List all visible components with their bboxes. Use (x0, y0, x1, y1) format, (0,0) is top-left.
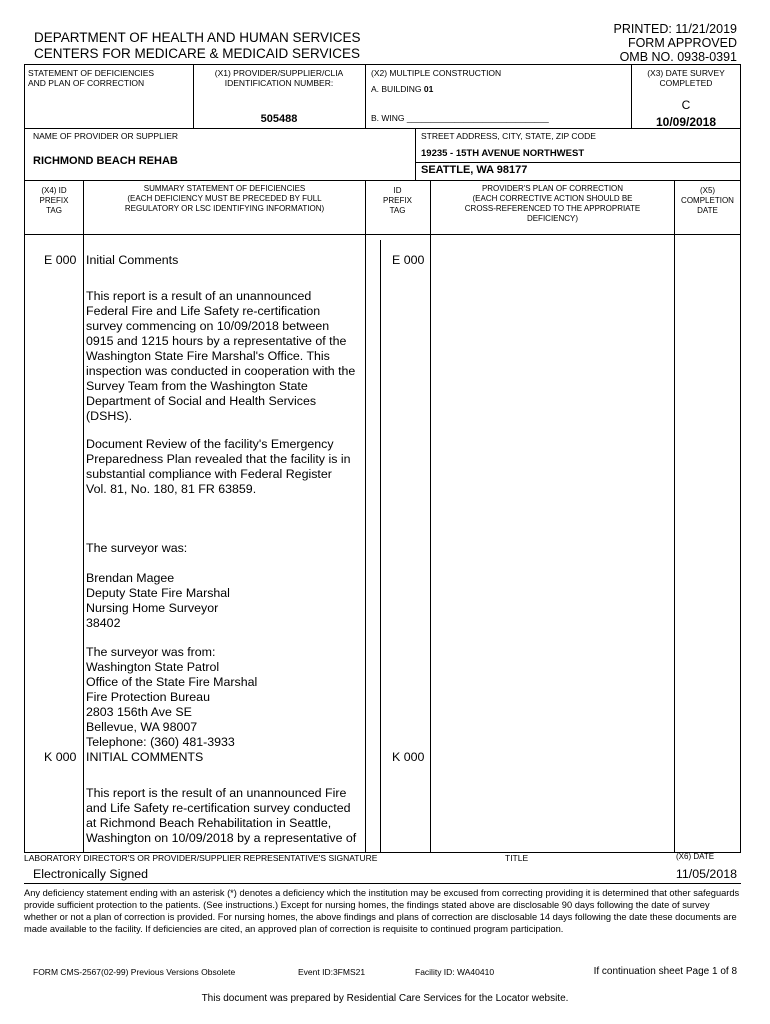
plan-header: PROVIDER'S PLAN OF CORRECTION (EACH CORRECTIVE ACTION SHOULD BE CROSS-REFERENCED TO THE APPROPRIATE DEFICIENCY) (464, 184, 641, 223)
left-border (24, 64, 25, 852)
k000-id-tag: K 000 (392, 750, 425, 764)
paragraph-report-intro: This report is a result of an unannounced Federal Fire and Life Safety re-certification survey commencing on 10/09/2018 between 0915 and 1215 hours by a representative of the Washington State Fire Marshal's Office. This inspection was conducted in cooperation with the Survey Team from the Washington State Department of Social and Health Services (DSHS). (86, 289, 356, 423)
dept-line-1: DEPARTMENT OF HEALTH AND HUMAN SERVICES (34, 30, 361, 45)
address-line-2: SEATTLE, WA 98177 (421, 164, 528, 176)
x3-label: (X3) DATE SURVEY COMPLETED (647, 68, 725, 88)
row-divider (24, 180, 741, 181)
form-approval-block (614, 22, 737, 64)
facility-id: Facility ID: WA40410 (415, 967, 495, 977)
column-divider (83, 180, 84, 852)
signature-label: LABORATORY DIRECTOR'S OR PROVIDER/SUPPLIER REPRESENTATIVE'S SIGNATURE (24, 853, 378, 863)
id-header: ID PREFIX TAG (383, 186, 412, 215)
column-divider (380, 240, 381, 852)
e000-title: Initial Comments (86, 253, 179, 267)
printed-date: PRINTED: 11/21/2019 (613, 22, 737, 36)
x6-date-label: (X6) DATE (676, 852, 715, 861)
statement-label: STATEMENT OF DEFICIENCIES AND PLAN OF CORRECTION (28, 68, 155, 88)
provider-name: RICHMOND BEACH REHAB (33, 155, 178, 167)
provider-name-label: NAME OF PROVIDER OR SUPPLIER (33, 131, 178, 141)
paragraph-surveyor-was: The surveyor was: (86, 541, 188, 555)
prepared-by-note: This document was prepared by Residential Care Services for the Locator website. (201, 993, 569, 1004)
signature-date: 11/05/2018 (675, 867, 737, 881)
divider (365, 64, 366, 128)
divider (631, 64, 632, 128)
title-label: TITLE (505, 853, 529, 863)
form-approved: FORM APPROVED (627, 36, 737, 50)
signature-divider (24, 883, 741, 884)
wing-row: B. WING ______________________________ (371, 113, 549, 123)
divider (415, 128, 416, 180)
omb-number: OMB NO. 0938-0391 (619, 50, 737, 64)
column-divider (430, 180, 431, 852)
dept-line-2: CENTERS FOR MEDICARE & MEDICAID SERVICES (34, 46, 361, 61)
disclaimer-text: Any deficiency statement ending with an asterisk (*) denotes a deficiency which the institution may be excused from correcting providing it is determined that other safeguards provide sufficient protection to the patients. (See instructions.) Except for nursing homes, the findings stated above are disclosable 90 days following the date of survey whether or not a plan of correction is provided. For nursing homes, the above findings and plans of correction are disclosable 14 days following the date these documents are made available to the facility. If deficiencies are cited, an approved plan of correction is requisite to continued program participation. (24, 888, 740, 934)
address-label: STREET ADDRESS, CITY, STATE, ZIP CODE (421, 131, 596, 141)
x4-header: (X4) ID PREFIX TAG (39, 186, 69, 215)
e000-id-tag: E 000 (392, 253, 425, 267)
top-border (24, 64, 741, 65)
form-number: FORM CMS-2567(02-99) Previous Versions Obsolete (33, 967, 236, 977)
x1-label: (X1) PROVIDER/SUPPLIER/CLIA IDENTIFICATION NUMBER: (214, 68, 344, 88)
summary-header: SUMMARY STATEMENT OF DEFICIENCIES (EACH DEFICIENCY MUST BE PRECEDED BY FULL REGULATORY OR LSC IDENTIFYING INFORMATION) (124, 184, 325, 213)
x2-label: (X2) MULTIPLE CONSTRUCTION (371, 68, 502, 78)
paragraph-surveyor-from: The surveyor was from: Washington State Patrol Office of the State Fire Marshal Fire Protection Bureau 2803 156th Ave SE Bellevue, WA 98007 Telephone: (360) 481-3933 (86, 645, 258, 749)
signature-value: Electronically Signed (33, 867, 149, 881)
building-row: A. BUILDING 01 (371, 84, 434, 94)
row-divider (415, 162, 741, 163)
row-divider (24, 234, 741, 235)
paragraph-document-review: Document Review of the facility's Emergency Preparedness Plan revealed that the facility is in substantial compliance with Federal Register Vol. 81, No. 180, 81 FR 63859. (86, 437, 351, 496)
agency-header (34, 30, 361, 62)
right-border (740, 64, 741, 852)
k000-title: INITIAL COMMENTS (86, 750, 204, 764)
divider (193, 64, 194, 128)
paragraph-surveyor-details: Brendan Magee Deputy State Fire Marshal Nursing Home Surveyor 38402 (86, 571, 230, 630)
address-line-1: 19235 - 15TH AVENUE NORTHWEST (421, 148, 585, 159)
k000-prefix-tag: K 000 (44, 750, 77, 764)
e000-prefix-tag: E 000 (44, 253, 77, 267)
column-divider (674, 180, 675, 852)
paragraph-k000-intro: This report is the result of an unannounced Fire and Life Safety re-certification survey conducted at Richmond Beach Rehabilitation in Seattle, Washington on 10/09/2018 by a representative of (86, 786, 357, 845)
continuation-sheet: If continuation sheet Page 1 of 8 (593, 966, 737, 977)
x5-header: (X5) COMPLETION DATE (681, 186, 734, 215)
column-divider (365, 180, 366, 852)
provider-id-value: 505488 (260, 113, 298, 125)
event-id: Event ID:3FMS21 (298, 967, 366, 977)
survey-date: 10/09/2018 (655, 115, 717, 129)
building-value: 01 (423, 84, 434, 94)
survey-code: C (681, 98, 691, 112)
